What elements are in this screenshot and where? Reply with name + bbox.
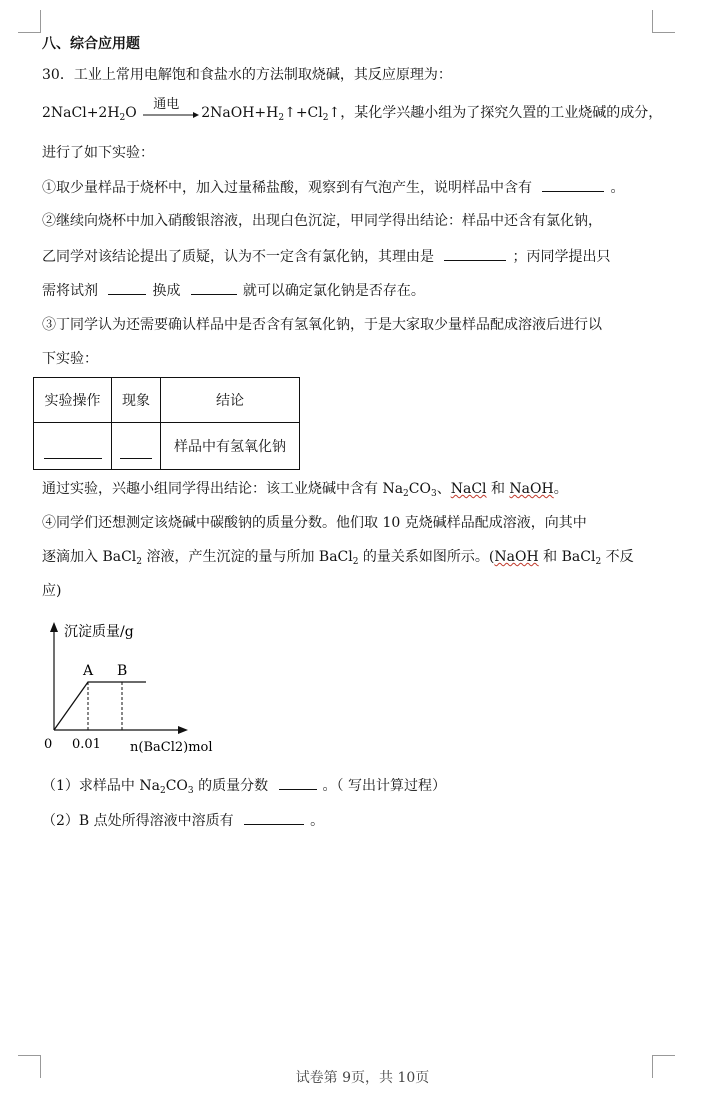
table-header: 实验操作 xyxy=(34,378,112,423)
table-cell-phenomenon xyxy=(112,423,161,470)
reaction-condition: 通电 xyxy=(153,97,180,112)
page-footer: 试卷第 9页，共 10页 xyxy=(295,1070,430,1086)
table-header: 结论 xyxy=(161,378,300,423)
y-axis-arrow-icon xyxy=(50,622,58,632)
arrow-icon xyxy=(141,111,201,119)
table-header: 现象 xyxy=(112,378,161,423)
step-4a: ④同学们还想测定该烧碱中碳酸钠的质量分数。他们取 10 克烧碱样品配成溶液，向其中 xyxy=(42,515,587,531)
answer-blank-2[interactable] xyxy=(444,246,506,261)
precipitate-chart xyxy=(40,618,230,758)
sub-question-1: （1）求样品中 $Na_2CO_3$ 的质量分数 。（ 写出计算过程） xyxy=(42,775,446,796)
table-row xyxy=(34,423,300,470)
table-header-row xyxy=(34,378,300,423)
origin-label: 0 xyxy=(44,737,53,752)
step-2a: ②继续向烧杯中加入硝酸银溶液，出现白色沉淀，甲同学得出结论：样品中还含有氯化钠， xyxy=(42,213,602,229)
answer-blank-3[interactable] xyxy=(108,280,146,295)
x-axis-label: n(BaCl2)mol xyxy=(130,740,213,755)
answer-blank-7[interactable] xyxy=(279,775,317,790)
point-label-b: B xyxy=(117,663,128,679)
sub-question-2: （2）B 点处所得溶液中溶质有 。 xyxy=(42,810,324,831)
question-intro: 30．工业上常用电解饱和食盐水的方法制取烧碱，其反应原理为： xyxy=(42,67,452,83)
x-tick-label: 0.01 xyxy=(72,737,101,752)
step-1: ①取少量样品于烧杯中，加入过量稀盐酸，观察到有气泡产生，说明样品中含有 。 xyxy=(42,177,624,198)
step-2c: 需将试剂 换成 就可以确定氯化钠是否存在。 xyxy=(42,280,425,301)
corner-mark-top-left xyxy=(18,10,41,33)
line-experiment: 进行了如下实验： xyxy=(42,145,154,161)
series-line xyxy=(54,682,146,730)
reaction-equation: $2NaCl+2H_2O$ 通电 $2NaOH+H_2↑+Cl_2↑$，某化学兴趣小组为了探究久置的工业烧碱的成分， xyxy=(42,97,663,123)
step-4b: 逐滴加入 BaCl$_2$ 溶液，产生沉淀的量与所加 BaCl$_2$ 的量关系如图所示。(NaOH 和 BaCl$_2$ 不反 xyxy=(42,549,634,567)
x-axis-arrow-icon xyxy=(178,726,188,734)
answer-blank-4[interactable] xyxy=(191,280,237,295)
section-title: 八、综合应用题 xyxy=(42,36,140,52)
step-3a: ③丁同学认为还需要确认样品中是否含有氢氧化钠，于是大家取少量样品配成溶液后进行以 xyxy=(42,317,602,333)
step-2b: 乙同学对该结论提出了质疑，认为不一定含有氯化钠，其理由是 ；丙同学提出只 xyxy=(42,246,610,267)
answer-blank-1[interactable] xyxy=(542,177,604,192)
conclusion-line: 通过实验，兴趣小组同学得出结论：该工业烧碱中含有 $Na_2CO_3$、NaCl 和 NaOH。 xyxy=(42,481,568,499)
y-axis-label: 沉淀质量/g xyxy=(64,624,134,640)
table-cell-conclusion: 样品中有氢氧化钠 xyxy=(161,423,300,470)
answer-blank-6[interactable] xyxy=(120,444,152,459)
answer-blank-8[interactable] xyxy=(244,810,304,825)
step-3b: 下实验： xyxy=(42,351,98,367)
answer-blank-5[interactable] xyxy=(44,444,102,459)
experiment-table xyxy=(33,377,300,470)
reaction-arrow xyxy=(141,97,201,123)
table-cell-operation xyxy=(34,423,112,470)
step-4c: 应) xyxy=(42,583,62,599)
point-label-a: A xyxy=(83,663,94,679)
corner-mark-top-right xyxy=(652,10,675,33)
